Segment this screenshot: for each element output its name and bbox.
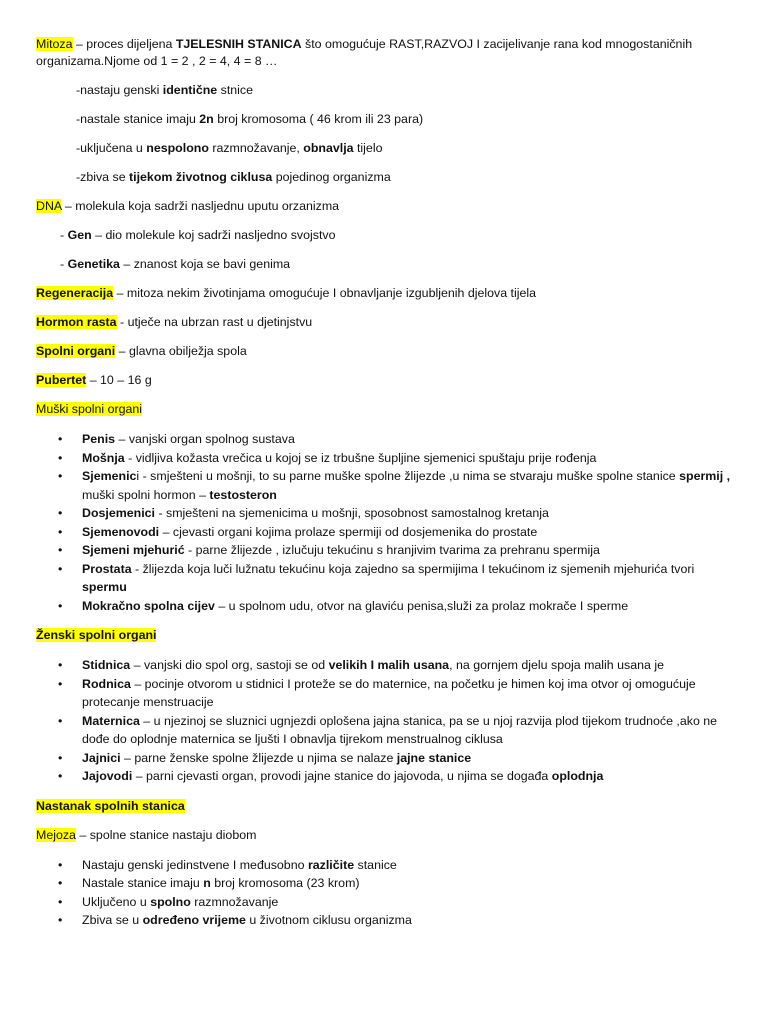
list-item: • Zbiva se u određeno vrijeme u životnom ciklusu organizma <box>58 913 412 927</box>
female-organs-list <box>36 656 736 786</box>
dna-term: DNA <box>36 199 62 213</box>
meiosis-list <box>36 856 736 930</box>
dna-paragraph: DNA – molekula koja sadrži nasljednu uputu orzanizma <box>36 199 340 213</box>
list-item: • Sjemenovodi – cjevasti organi kojima prolaze spermiji od dosjemenika do prostate <box>58 524 538 539</box>
list-item: • Jajovodi – parni cjevasti organ, provodi jajne stanice do jajovoda, u njima se događa oplodnja <box>58 769 604 783</box>
list-item: • Sjemeni mjehurić - parne žlijezde , izlučuju tekućinu s hranjivim tvarima za prehranu spermija <box>58 543 600 557</box>
list-item: • Maternica – u njezinoj se sluznici ugnjezdi oplošena jajna stanica, pa se u njoj razvija plod tijekom trudnoće ,ako ne dođe do oplodnje maternica se ljušti I obnavlja tijrekom menstrualnog ciklusa <box>58 713 718 746</box>
list-item: • Nastale stanice imaju n broj kromosoma (23 krom) <box>58 876 360 890</box>
mitosis-point: -nastaju genski identične stnice <box>76 83 253 97</box>
mitosis-point: -nastale stanice imaju 2n broj kromosoma ( 46 krom ili 23 para) <box>76 112 424 126</box>
female-heading: Ženski spolni organi <box>36 628 157 642</box>
document-body <box>36 36 736 942</box>
list-item: • Rodnica – pocinje otvorom u stidnici I proteže se do maternice, na početku je himen koj ima otvor oj omogućuje protecanje menstruacije <box>58 676 696 709</box>
list-item: • Mokračno spolna cijev – u spolnom udu, otvor na glaviću penisa,služi za prolaz mokrače I sperme <box>58 598 629 613</box>
mitosis-point: -uključena u nespolono razmnožavanje, obnavlja tijelo <box>76 141 383 155</box>
hormon-paragraph: Hormon rasta - utječe na ubrzan rast u djetinjstvu <box>36 315 313 329</box>
nastanak-heading: Nastanak spolnih stanica <box>36 798 185 813</box>
regeneracija-paragraph: Regeneracija – mitoza nekim životinjama omogućuje I obnavljanje izgubljenih djelova tijela <box>36 286 537 300</box>
gen-line: - Gen – dio molekule koj sadrži nasljedno svojstvo <box>60 228 336 242</box>
male-organs-list <box>36 430 736 615</box>
pubertet-term: Pubertet <box>36 373 87 387</box>
list-item: • Prostata - žlijezda koja luči lužnatu tekućinu koja zajedno sa spermijima I tekućinom iz sjemenih mjehurića tvori spermu <box>58 561 695 594</box>
spolni-term: Spolni organi <box>36 344 116 358</box>
mejoza-term: Mejoza <box>36 827 76 842</box>
list-item: • Jajnici – parne ženske spolne žlijezde u njima se nalaze jajne stanice <box>58 750 472 765</box>
pubertet-paragraph: Pubertet – 10 – 16 g <box>36 373 152 387</box>
spolni-paragraph: Spolni organi – glavna obilježja spola <box>36 344 247 358</box>
regeneracija-term: Regeneracija <box>36 286 114 300</box>
list-item: • Mošnja - vidljiva kožasta vrečica u kojoj se iz trbušne šupljine sjemenici spuštaju prije rođenja <box>58 450 597 465</box>
mejoza-paragraph: Mejoza – spolne stanice nastaju diobom <box>36 827 257 842</box>
mitoza-term: Mitoza <box>36 37 73 51</box>
male-heading: Muški spolni organi <box>36 402 143 416</box>
hormon-term: Hormon rasta <box>36 315 117 329</box>
list-item: • Stidnica – vanjski dio spol org, sastoji se od velikih I malih usana, na gornjem djelu spoja malih usana je <box>58 658 664 672</box>
list-item: • Dosjemenici - smješteni na sjemenicima u mošnji, sposobnost samostalnog kretanja <box>58 506 549 520</box>
genetika-line: - Genetika – znanost koja se bavi genima <box>60 257 291 271</box>
list-item: • Sjemenici - smješteni u mošnji, to su parne muške spolne žlijezde ,u nima se stvaraju muške spolne stanice spermij , muški spolni hormon – testosteron <box>58 469 731 502</box>
mitoza-paragraph: Mitoza – proces dijeljena TJELESNIH STANICA što omogućuje RAST,RAZVOJ I zacijelivanje rana kod mnogostaničnih organizama.Njome od 1 = 2 , 2 = 4, 4 = 8 … <box>36 37 693 68</box>
list-item: • Penis – vanjski organ spolnog sustava <box>58 432 295 446</box>
mitosis-point: -zbiva se tijekom životnog ciklusa pojedinog organizma <box>76 170 391 184</box>
list-item: • Nastaju genski jedinstvene I međusobno različite stanice <box>58 857 397 872</box>
list-item: • Uključeno u spolno razmnožavanje <box>58 894 279 909</box>
